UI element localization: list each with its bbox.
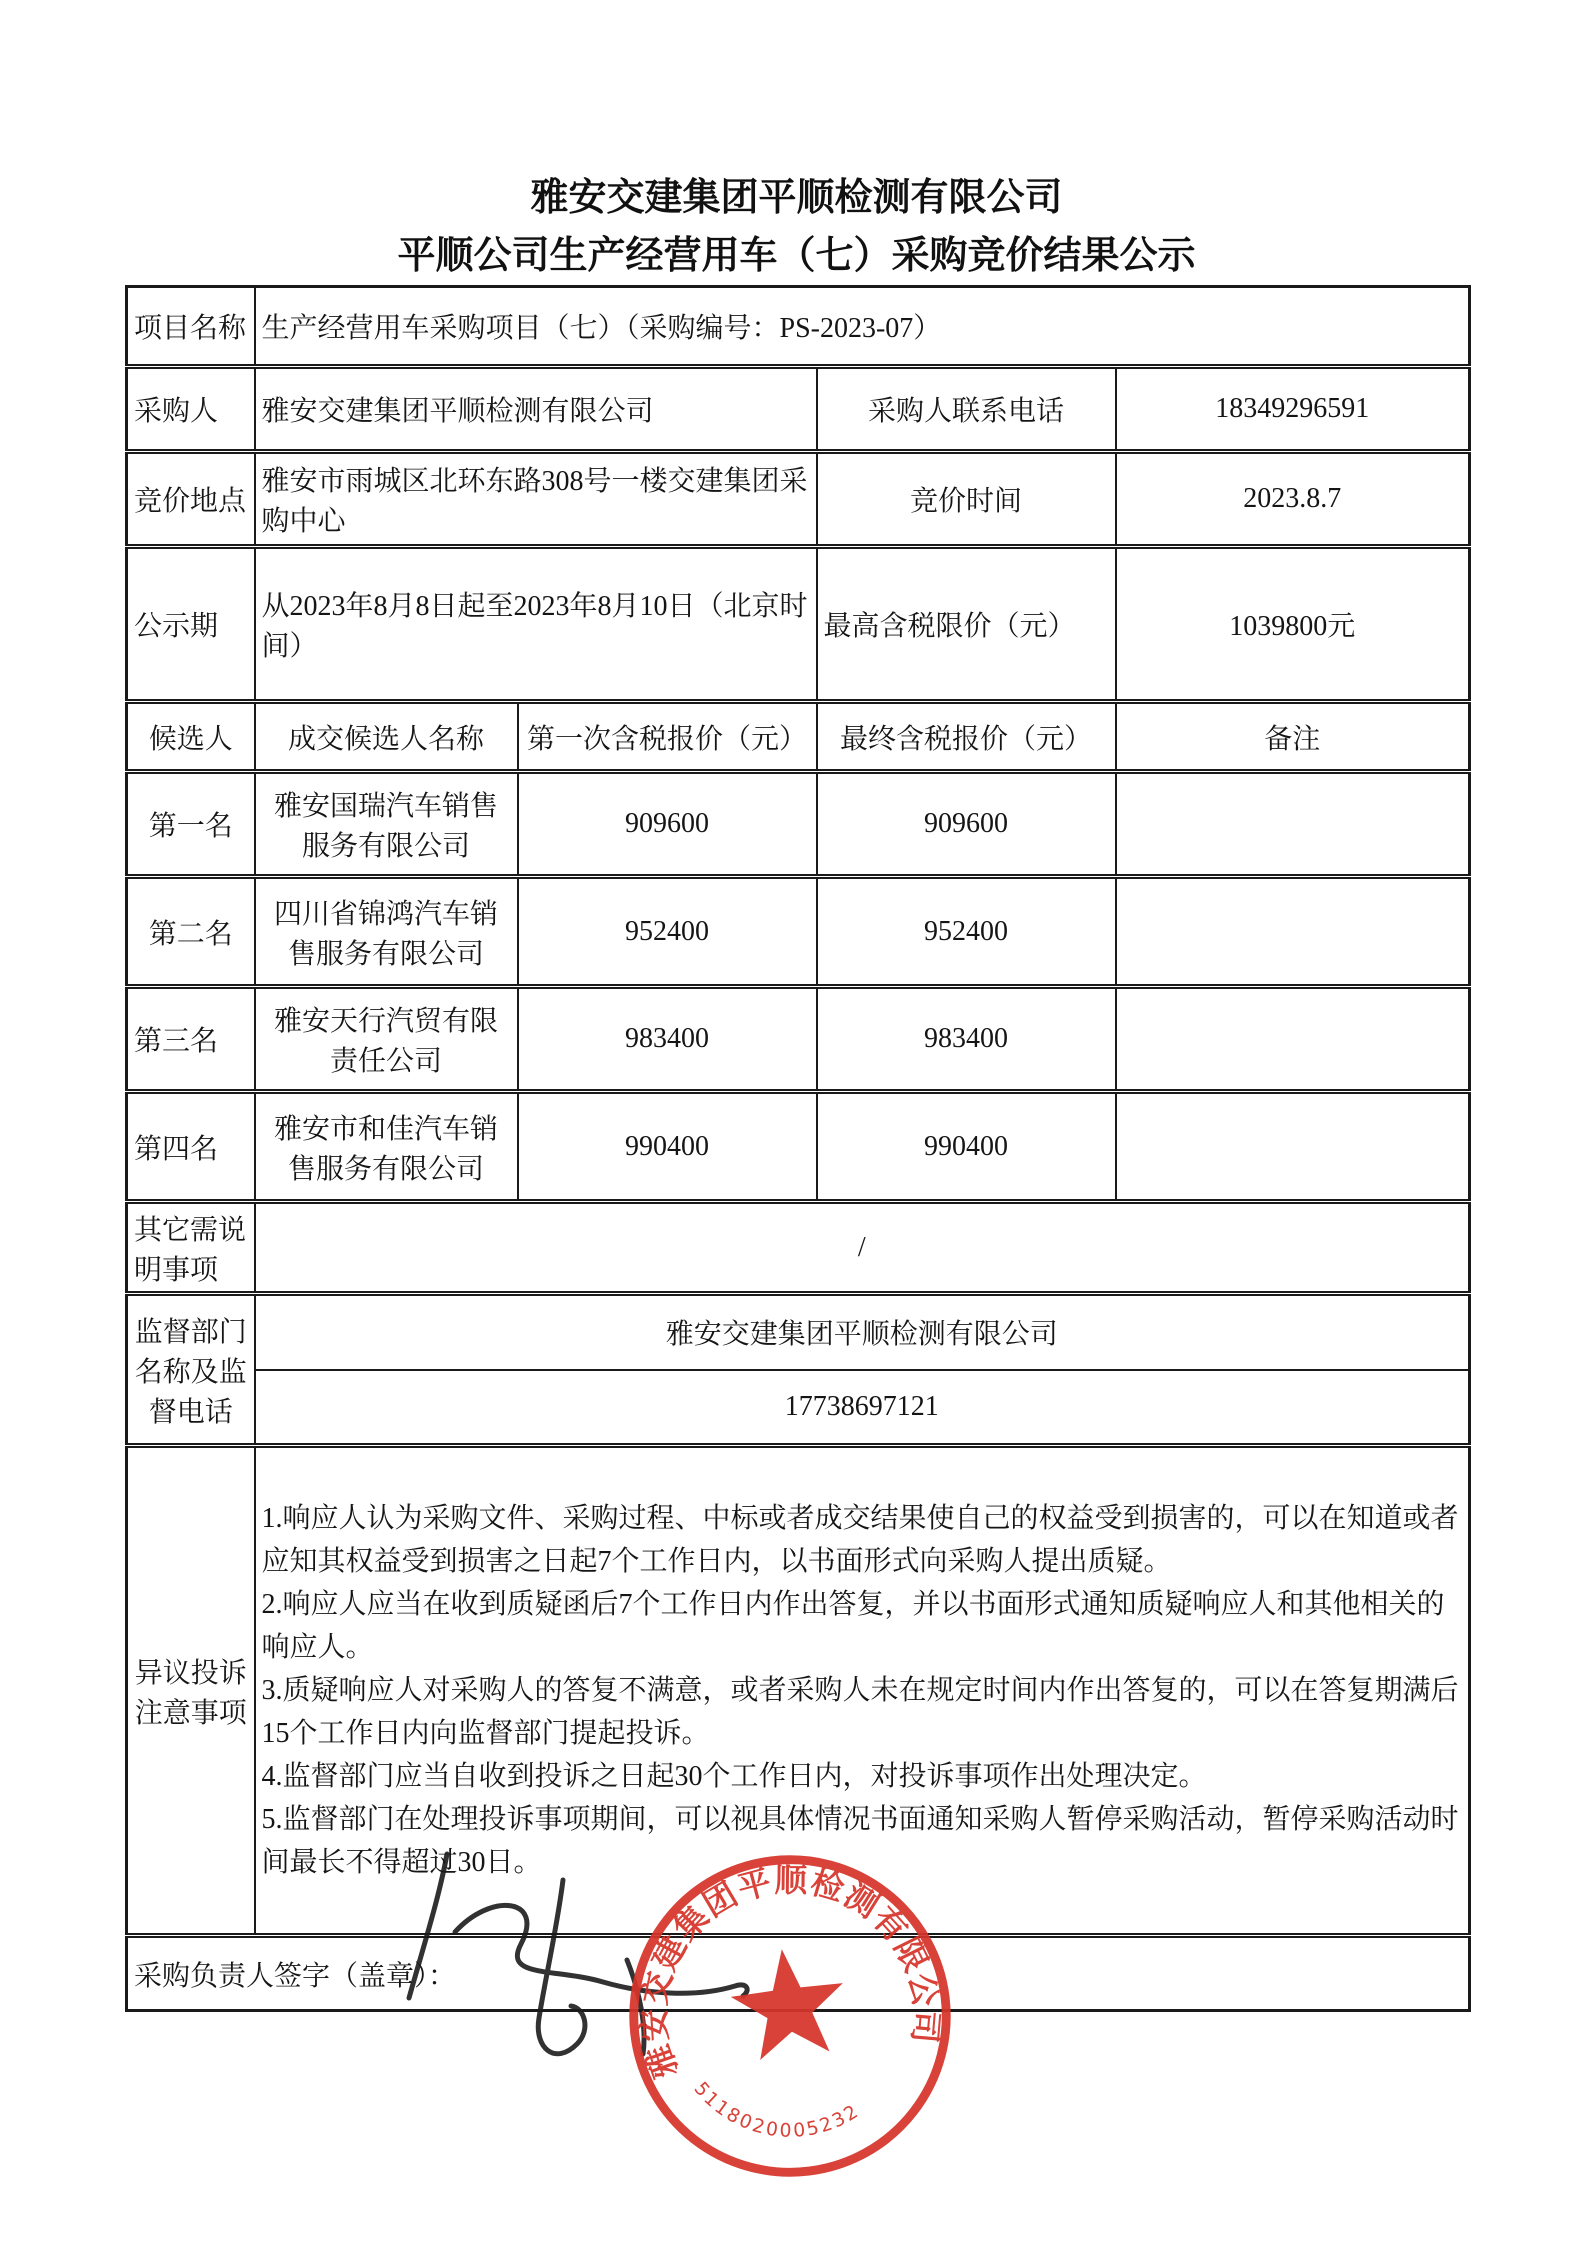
candidate-remark <box>1116 987 1470 1092</box>
objection-notes-label: 异议投诉注意事项 <box>127 1446 255 1936</box>
title-company-line: 雅安交建集团平顺检测有限公司 <box>530 175 1063 219</box>
candidate-name: 四川省锦鸿汽车销售服务有限公司 <box>255 877 518 987</box>
candidate-remark <box>1116 772 1470 877</box>
col-header-remark: 备注 <box>1116 702 1470 772</box>
candidate-first-price: 990400 <box>518 1092 817 1202</box>
col-header-candidate: 候选人 <box>127 702 255 772</box>
candidate-final-price: 909600 <box>817 772 1116 877</box>
candidate-final-price: 983400 <box>817 987 1116 1092</box>
candidate-first-price: 983400 <box>518 987 817 1092</box>
candidate-first-price: 909600 <box>518 772 817 877</box>
seal-company-text: 雅安交建集团平顺检测有限公司 <box>636 1863 944 2083</box>
max-price-value: 1039800元 <box>1116 547 1470 702</box>
candidate-row <box>127 1092 1470 1202</box>
candidate-rank: 第一名 <box>127 772 255 877</box>
candidate-final-price: 952400 <box>817 877 1116 987</box>
candidate-rank: 第四名 <box>127 1092 255 1202</box>
seal-code-text: 5118020005232 <box>689 2078 864 2142</box>
buyer-phone-label: 采购人联系电话 <box>817 367 1116 452</box>
buyer-phone-value: 18349296591 <box>1116 367 1470 452</box>
candidate-remark <box>1116 877 1470 987</box>
title-subject-line: 平顺公司生产经营用车（七）采购竞价结果公示 <box>397 233 1196 277</box>
bidding-time-label: 竞价时间 <box>817 452 1116 547</box>
objection-item: 5.监督部门在处理投诉事项期间，可以视具体情况书面通知采购人暂停采购活动，暂停采购活动时间最长不得超过30日。 <box>261 1804 1459 1878</box>
publicity-period-label: 公示期 <box>127 547 255 702</box>
document-title <box>125 168 1468 284</box>
buyer-value: 雅安交建集团平顺检测有限公司 <box>255 367 817 452</box>
max-price-label: 最高含税限价（元） <box>817 547 1116 702</box>
supervision-dept-name: 雅安交建集团平顺检测有限公司 <box>255 1294 1470 1370</box>
candidate-rank: 第三名 <box>127 987 255 1092</box>
project-name-value: 生产经营用车采购项目（七）（采购编号：PS-2023-07） <box>255 287 1470 367</box>
objection-item: 3.质疑响应人对采购人的答复不满意，或者采购人未在规定时间内作出答复的，可以在答复期满后15个工作日内向监督部门提起投诉。 <box>261 1675 1459 1749</box>
supervision-dept-label: 监督部门名称及监督电话 <box>127 1294 255 1446</box>
candidate-final-price: 990400 <box>817 1092 1116 1202</box>
bidding-location-label: 竞价地点 <box>127 452 255 547</box>
objection-item: 4.监督部门应当自收到投诉之日起30个工作日内，对投诉事项作出处理决定。 <box>261 1761 1207 1792</box>
bidding-time-value: 2023.8.7 <box>1116 452 1470 547</box>
col-header-final-price: 最终含税报价（元） <box>817 702 1116 772</box>
publicity-period-value: 从2023年8月8日起至2023年8月10日（北京时间） <box>255 547 817 702</box>
col-header-first-price: 第一次含税报价（元） <box>518 702 817 772</box>
candidate-name: 雅安市和佳汽车销售服务有限公司 <box>255 1092 518 1202</box>
objection-notes-body <box>255 1446 1470 1936</box>
candidate-row <box>127 877 1470 987</box>
svg-text:5118020005232 <box>688 2060 866 2154</box>
candidate-row <box>127 772 1470 877</box>
supervision-dept-phone: 17738697121 <box>255 1370 1470 1446</box>
candidate-remark <box>1116 1092 1470 1202</box>
candidate-name: 雅安国瑞汽车销售服务有限公司 <box>255 772 518 877</box>
col-header-candidate-name: 成交候选人名称 <box>255 702 518 772</box>
objection-item: 1.响应人认为采购文件、采购过程、中标或者成交结果使自己的权益受到损害的，可以在知道或者应知其权益受到损害之日起7个工作日内，以书面形式向采购人提出质疑。 <box>261 1503 1459 1577</box>
bidding-location-value: 雅安市雨城区北环东路308号一楼交建集团采购中心 <box>255 452 817 547</box>
other-notes-value: / <box>255 1202 1470 1294</box>
candidate-first-price: 952400 <box>518 877 817 987</box>
result-announcement-table <box>125 285 1471 2012</box>
signer-label: 采购负责人签字（盖章）： <box>127 1936 1470 2011</box>
candidate-name: 雅安天行汽贸有限责任公司 <box>255 987 518 1092</box>
candidate-rank: 第二名 <box>127 877 255 987</box>
objection-item: 2.响应人应当在收到质疑函后7个工作日内作出答复，并以书面形式通知质疑响应人和其他相关的响应人。 <box>261 1589 1445 1663</box>
candidate-row <box>127 987 1470 1092</box>
buyer-label: 采购人 <box>127 367 255 452</box>
other-notes-label: 其它需说明事项 <box>127 1202 255 1294</box>
project-name-label: 项目名称 <box>127 287 255 367</box>
